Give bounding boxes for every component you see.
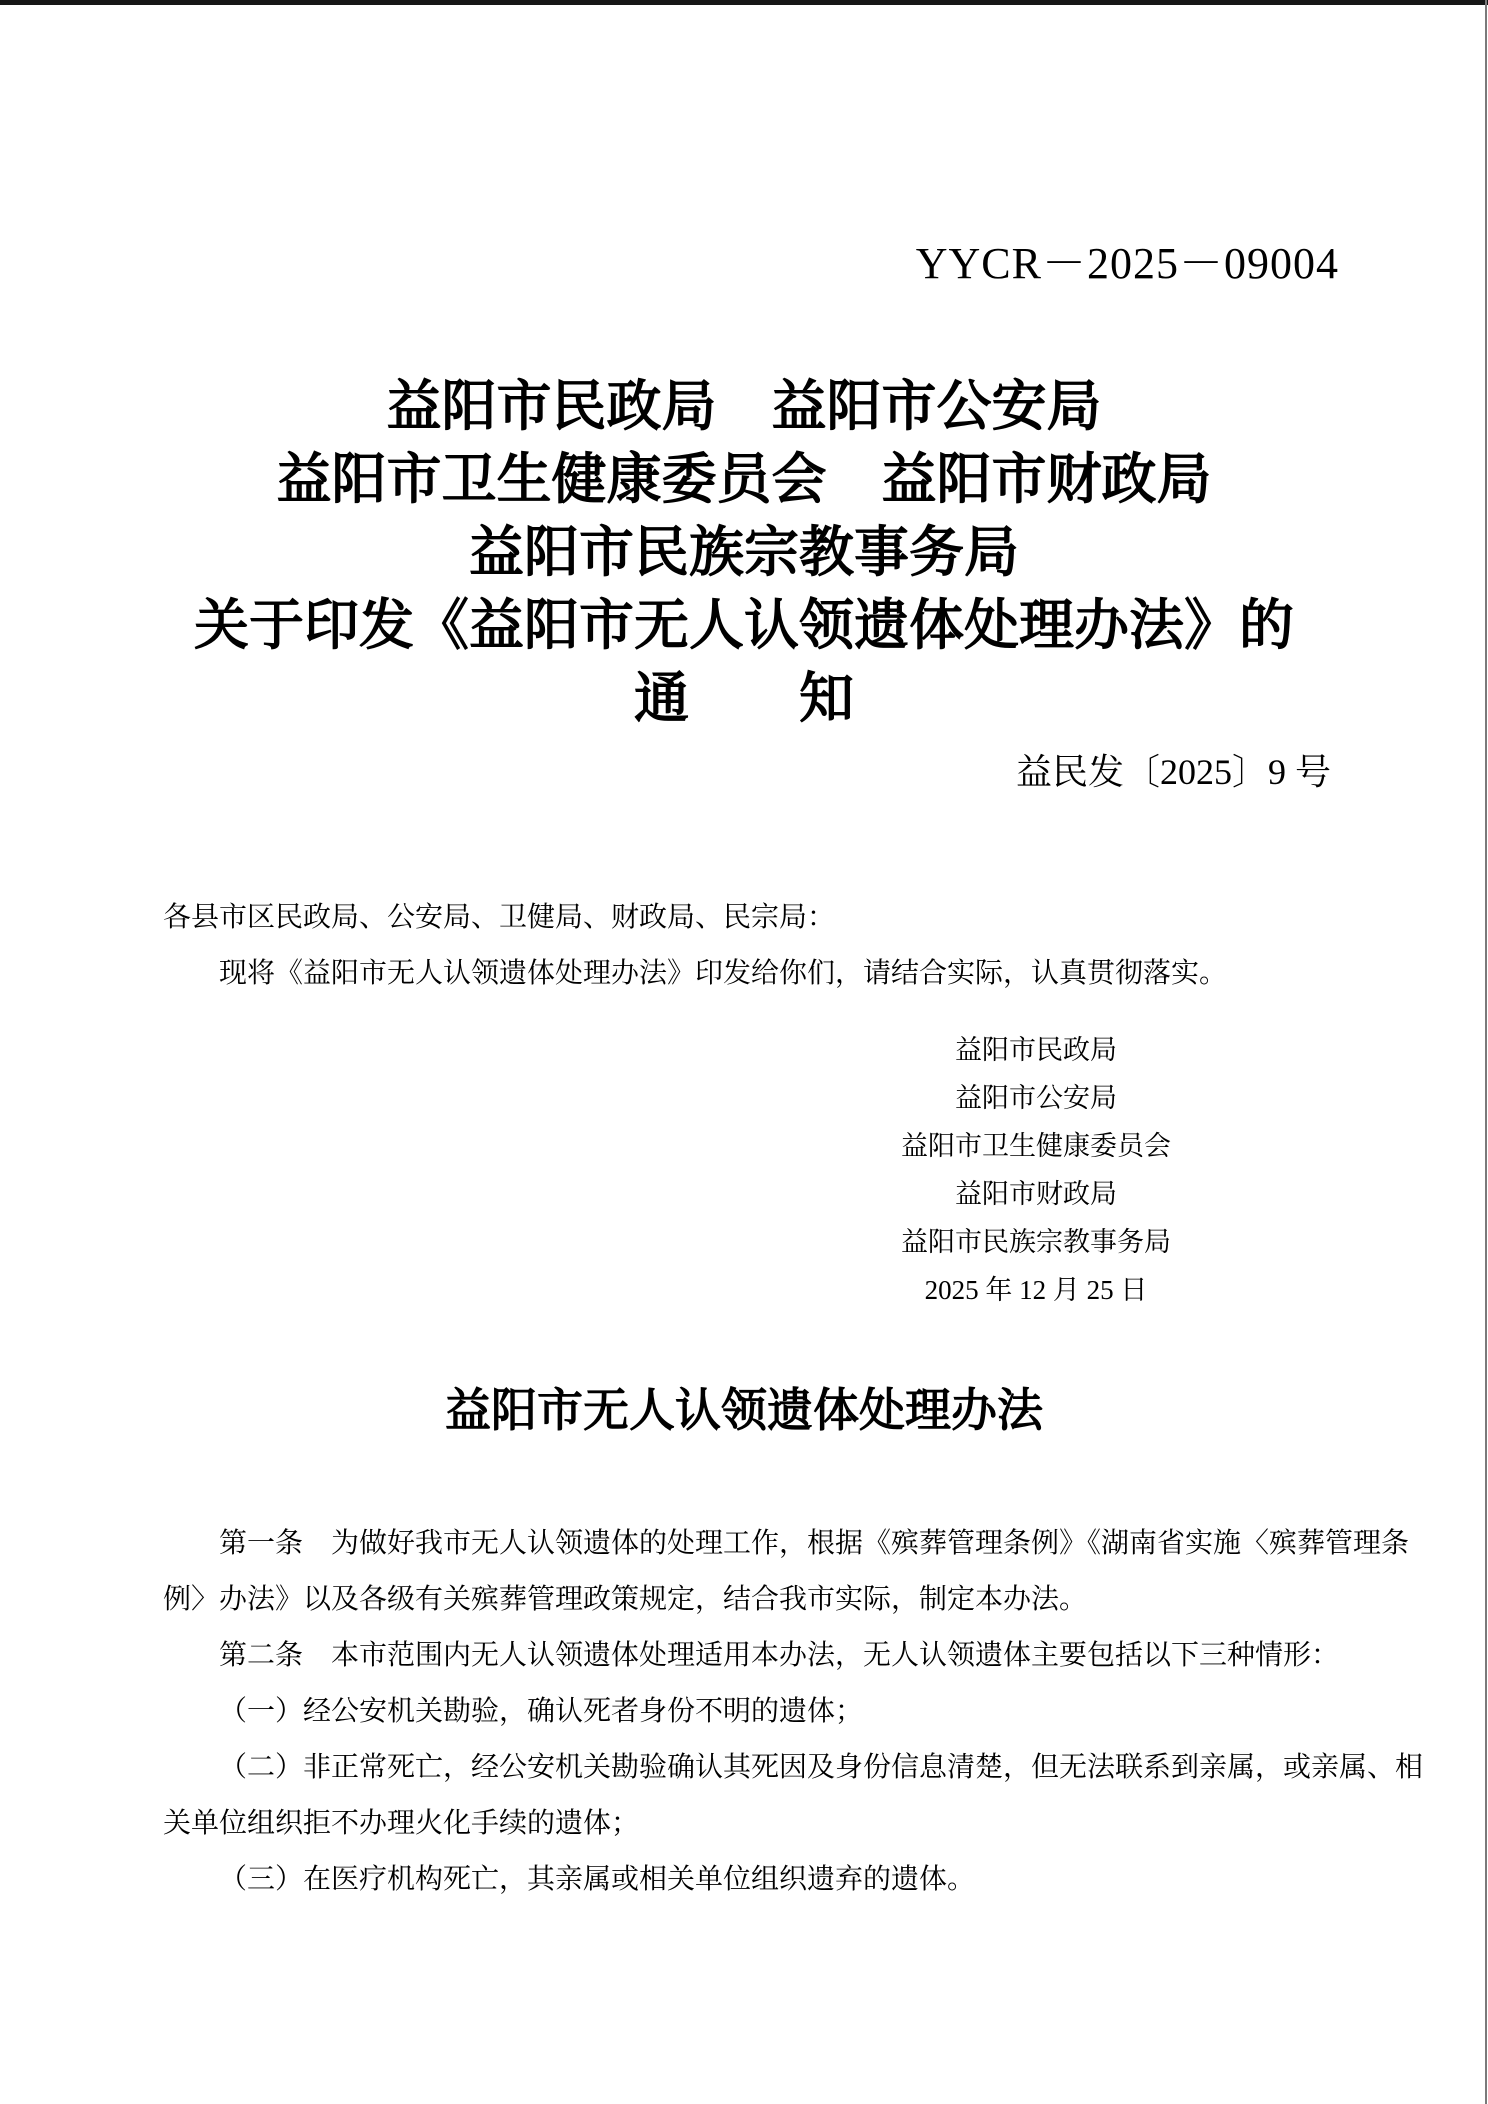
signature-org-4: 益阳市财政局 [955,1179,1117,1209]
signature-org-3: 益阳市卫生健康委员会 [901,1131,1171,1161]
body-line-article2: 第二条 本市范围内无人认领遗体处理适用本办法，无人认领遗体主要包括以下三种情形： [219,1640,1340,1671]
body-line-article1-2: 例〉办法》以及各级有关殡葬管理政策规定，结合我市实际，制定本办法。 [163,1584,1088,1615]
salutation-line: 各县市区民政局、公安局、卫健局、财政局、民宗局： [163,902,836,933]
page-top-edge-bar [0,0,1488,5]
issue-number: 益民发〔2025〕9 号 [1015,752,1331,792]
signature-date: 2025 年 12 月 25 日 [924,1275,1148,1305]
signature-org-1: 益阳市民政局 [955,1035,1117,1065]
body-line-item1: （一）经公安机关勘验，确认死者身份不明的遗体； [219,1696,864,1727]
body-line-article1-1: 第一条 为做好我市无人认领遗体的处理工作，根据《殡葬管理条例》《湖南省实施〈殡葬管理条 [219,1528,1410,1559]
signature-block [780,1026,1292,1314]
measure-body [163,1516,1424,1908]
body-line-item2-2: 关单位组织拒不办理火化手续的遗体； [163,1808,640,1839]
title-line-2: 益阳市卫生健康委员会 益阳市财政局 [276,449,1212,510]
measure-title: 益阳市无人认领遗体处理办法 [445,1384,1043,1436]
signature-org-5: 益阳市民族宗教事务局 [901,1227,1171,1257]
document-title-block [0,370,1488,735]
title-line-3: 益阳市民族宗教事务局 [468,522,1019,583]
signature-org-2: 益阳市公安局 [955,1083,1117,1113]
intro-paragraph: 现将《益阳市无人认领遗体处理办法》印发给你们，请结合实际，认真贯彻落实。 [219,958,1228,989]
intro-section [163,890,1330,1002]
title-line-4: 关于印发《益阳市无人认领遗体处理办法》的 [193,595,1294,656]
title-line-5: 通 知 [633,668,854,729]
body-line-item3: （三）在医疗机构死亡，其亲属或相关单位组织遗弃的遗体。 [219,1864,976,1895]
page-right-edge-line [1485,0,1487,2104]
title-line-1: 益阳市民政局 益阳市公安局 [386,376,1102,437]
document-number: YYCR－2025－09004 [915,239,1339,288]
body-line-item2-1: （二）非正常死亡，经公安机关勘验确认其死因及身份信息清楚，但无法联系到亲属，或亲属、相 [219,1752,1424,1783]
